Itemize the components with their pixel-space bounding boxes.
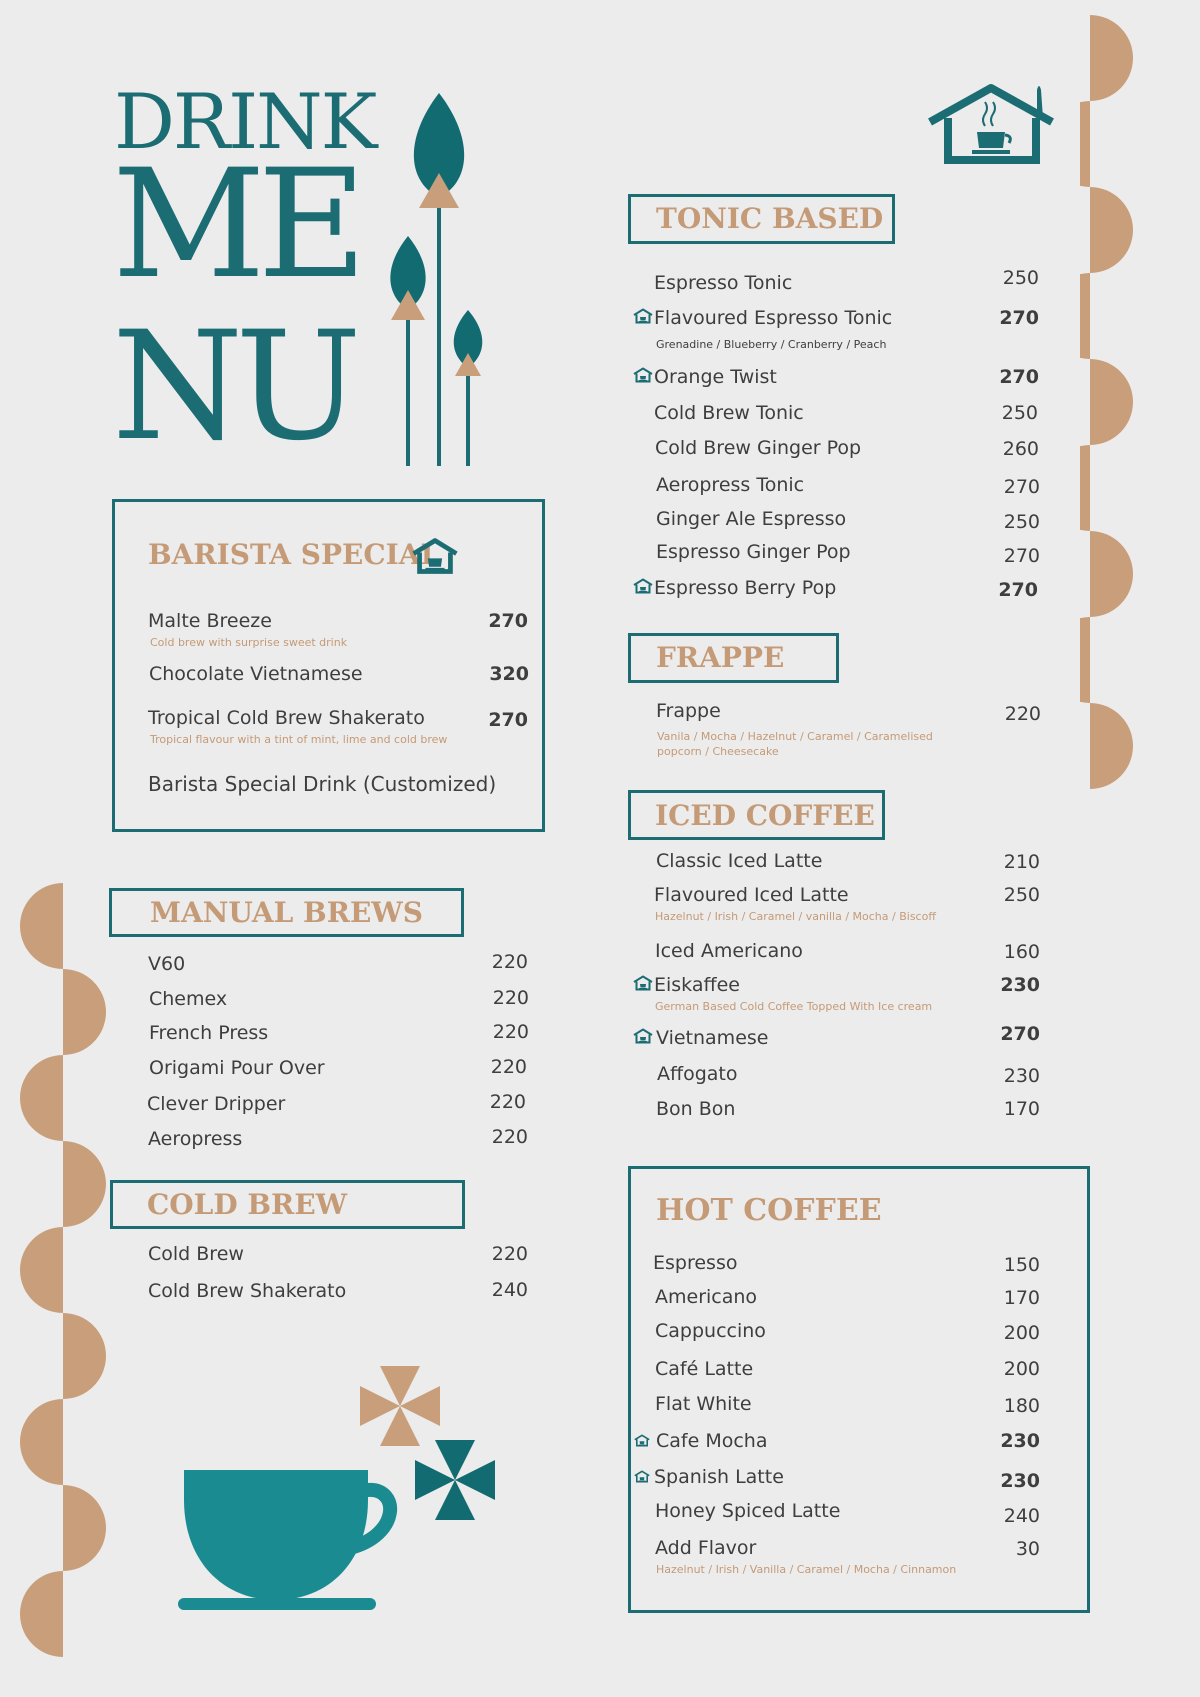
frappe-title: FRAPPE [656, 641, 785, 674]
menu-item: Vietnamese [656, 1027, 769, 1049]
menu-item: Café Latte [655, 1358, 754, 1380]
menu-item: Americano [655, 1286, 758, 1308]
menu-item: Cafe Mocha [656, 1430, 768, 1452]
right-scallop-decoration [1080, 0, 1200, 800]
menu-price: 250 [1001, 402, 1038, 424]
house-icon [633, 578, 653, 594]
house-icon [634, 1470, 650, 1483]
menu-price: 150 [1003, 1254, 1040, 1276]
menu-price: 220 [492, 987, 529, 1009]
tonic-based-title: TONIC BASED [656, 202, 884, 235]
house-icon [411, 537, 459, 575]
house-icon [633, 367, 653, 383]
coffee-cup-icon [170, 1460, 410, 1615]
pinwheel-teal-icon [415, 1440, 495, 1520]
menu-note: Vanila / Mocha / Hazelnut / Caramel / Caramelised [657, 730, 933, 743]
menu-note: popcorn / Cheesecake [657, 745, 779, 758]
menu-item: Flat White [655, 1393, 752, 1415]
menu-item: Iced Americano [655, 940, 803, 962]
menu-price: 230 [1000, 974, 1040, 996]
menu-item: Cold Brew Ginger Pop [655, 437, 862, 459]
menu-price: 220 [492, 1021, 529, 1043]
menu-item: Frappe [656, 700, 721, 722]
menu-price: 220 [490, 1056, 527, 1078]
menu-item: Aeropress Tonic [656, 474, 805, 496]
menu-item: Spanish Latte [654, 1466, 784, 1488]
menu-price: 240 [491, 1279, 528, 1301]
house-icon [633, 308, 653, 324]
title-drink: DRINK [114, 77, 376, 166]
menu-item: French Press [149, 1022, 269, 1044]
menu-price: 180 [1003, 1395, 1040, 1417]
menu-item: Espresso Tonic [654, 272, 793, 294]
menu-item: Chocolate Vietnamese [149, 663, 363, 685]
menu-item: Clever Dripper [147, 1093, 286, 1115]
menu-price: 220 [491, 951, 528, 973]
title-me: ME [112, 138, 360, 312]
menu-price: 220 [491, 1126, 528, 1148]
menu-item: Cold Brew Tonic [654, 402, 804, 424]
menu-item: Malte Breeze [148, 610, 272, 632]
menu-item: V60 [148, 953, 186, 975]
menu-item: Ginger Ale Espresso [656, 508, 847, 530]
menu-item: Classic Iced Latte [656, 850, 823, 872]
menu-price: 270 [1000, 1023, 1040, 1045]
barista-special-title: BARISTA SPECIAL [148, 538, 441, 571]
menu-item: Add Flavor [655, 1537, 757, 1559]
menu-price: 200 [1003, 1358, 1040, 1380]
menu-price: 230 [1000, 1470, 1040, 1492]
menu-price: 240 [1003, 1505, 1040, 1527]
house-icon [634, 1434, 650, 1447]
menu-price: 250 [1003, 884, 1040, 906]
menu-note: Hazelnut / Irish / Caramel / vanilla / Mocha / Biscoff [655, 910, 936, 923]
menu-price: 220 [491, 1243, 528, 1265]
menu-price: 210 [1003, 851, 1040, 873]
menu-price: 250 [1003, 511, 1040, 533]
menu-price: 270 [488, 610, 528, 632]
menu-item: Cold Brew [148, 1243, 244, 1265]
menu-price: 270 [488, 709, 528, 731]
menu-price: 200 [1003, 1322, 1040, 1344]
title-nu: NU [112, 300, 354, 474]
menu-price: 270 [998, 579, 1038, 601]
menu-item: Eiskaffee [654, 974, 740, 996]
menu-item: Chemex [149, 988, 228, 1010]
menu-price: 30 [1015, 1538, 1040, 1560]
menu-price: 230 [1003, 1065, 1040, 1087]
menu-item: Affogato [657, 1063, 738, 1085]
menu-price: 260 [1002, 438, 1039, 460]
menu-note: German Based Cold Coffee Topped With Ice cream [655, 1000, 933, 1013]
pinwheel-tan-icon [360, 1366, 440, 1446]
menu-item: Bon Bon [656, 1098, 736, 1120]
menu-note: Grenadine / Blueberry / Cranberry / Peach [656, 338, 887, 351]
menu-price: 220 [489, 1091, 526, 1113]
menu-item: Cappuccino [655, 1320, 766, 1342]
menu-item: Tropical Cold Brew Shakerato [148, 707, 425, 729]
menu-item: Espresso Berry Pop [654, 577, 837, 599]
menu-price: 230 [1000, 1430, 1040, 1452]
menu-note: Hazelnut / Irish / Vanilla / Caramel / Mocha / Cinnamon [656, 1563, 957, 1576]
menu-price: 270 [1003, 476, 1040, 498]
menu-item: Origami Pour Over [149, 1057, 325, 1079]
menu-note: Cold brew with surprise sweet drink [150, 636, 348, 649]
cold-brew-title: COLD BREW [147, 1188, 348, 1221]
menu-price: 320 [489, 663, 529, 685]
house-icon [633, 975, 653, 991]
menu-price: 270 [999, 307, 1039, 329]
menu-item: Aeropress [148, 1128, 243, 1150]
menu-item: Flavoured Espresso Tonic [654, 307, 893, 329]
hot-coffee-title: HOT COFFEE [656, 1193, 882, 1228]
menu-note: Tropical flavour with a tint of mint, lime and cold brew [150, 733, 448, 746]
menu-price: 170 [1003, 1098, 1040, 1120]
menu-item: Honey Spiced Latte [655, 1500, 841, 1522]
iced-coffee-title: ICED COFFEE [655, 799, 875, 832]
menu-item: Barista Special Drink (Customized) [148, 772, 497, 796]
menu-price: 170 [1003, 1287, 1040, 1309]
cafe-house-logo [925, 80, 1065, 170]
menu-item: Orange Twist [654, 366, 777, 388]
menu-price: 250 [1002, 267, 1039, 289]
manual-brews-title: MANUAL BREWS [150, 896, 423, 929]
menu-price: 270 [1003, 545, 1040, 567]
menu-item: Cold Brew Shakerato [148, 1280, 347, 1302]
house-icon [633, 1028, 653, 1044]
menu-price: 270 [999, 366, 1039, 388]
left-scallop-decoration [0, 880, 120, 1660]
menu-price: 160 [1003, 941, 1040, 963]
menu-price: 220 [1004, 703, 1041, 725]
menu-item: Espresso [653, 1252, 738, 1274]
menu-item: Espresso Ginger Pop [656, 541, 851, 563]
leaf-decoration [380, 88, 500, 468]
menu-item: Flavoured Iced Latte [654, 884, 849, 906]
